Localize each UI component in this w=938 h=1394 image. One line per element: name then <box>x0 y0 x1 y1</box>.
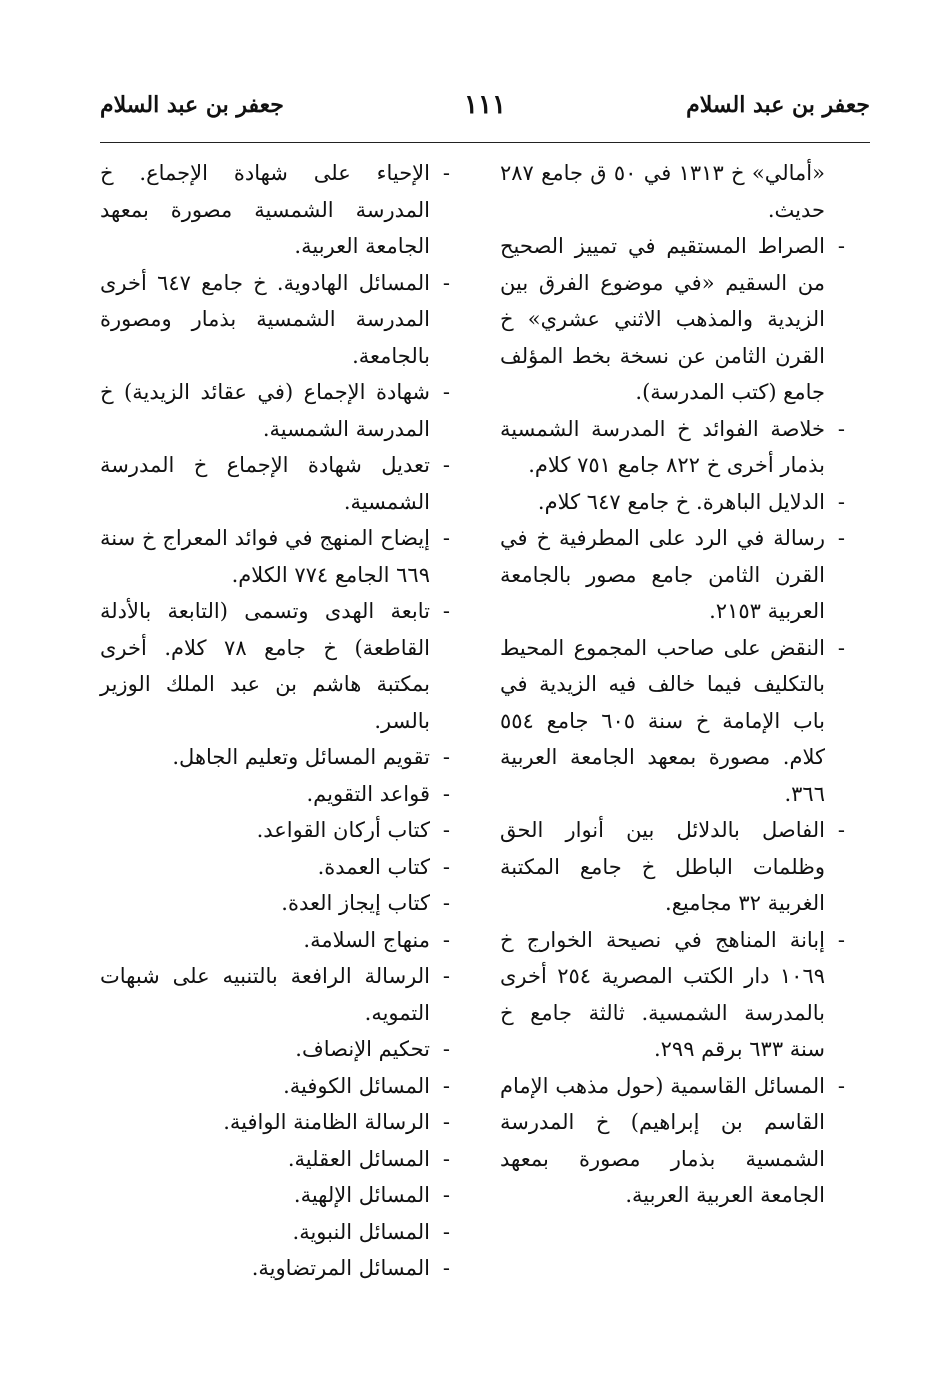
entry-dash: - <box>837 234 845 258</box>
entry-text: النقض على صاحب المجموع المحيط بالتكليف فيما خالف فيه الزيدية في باب الإمامة خ سنة ٦٠٥ جامع ٥٥٤ كلام. مصورة بمعهد الجامعة العربية ٣٦٦. <box>500 635 825 806</box>
list-item <box>100 447 450 520</box>
list-item <box>100 1031 450 1068</box>
entry-text: شهادة الإجماع (في عقائد الزيدية) خ المدرسة الشمسية. <box>100 380 430 441</box>
entry-dash: - <box>442 854 450 879</box>
entry-dash: - <box>837 927 845 952</box>
entry-dash: - <box>442 745 450 769</box>
entry-dash: - <box>442 891 450 915</box>
entry-text: الصراط المستقيم في تمييز الصحيح من السقيم «في موضوع الفرق بين الزيدية والمذهب الاثني عشري» خ القرن الثامن عن نسخة بخط المؤلف جامع (كتب المدرسة). <box>500 234 825 404</box>
entry-dash: - <box>442 927 450 952</box>
list-item <box>100 812 450 849</box>
list-item <box>100 1250 450 1287</box>
entry-text: إيضاح المنهج في فوائد المعراج خ سنة ٦٦٩ الجامع ٧٧٤ الكلام. <box>100 526 430 587</box>
entry-text: المسائل الهادوية. خ جامع ٦٤٧ أخرى المدرسة الشمسية بذمار ومصورة بالجامعة. <box>100 270 430 368</box>
entry-text: المسائل المرتضاوية. <box>251 1256 430 1280</box>
entry-text: الإحياء على شهادة الإجماع. خ المدرسة الشمسية مصورة بمعهد الجامعة العربية. <box>100 161 430 258</box>
entry-text: إبانة المناهج في نصيحة الخوارج خ ١٠٦٩ دار الكتب المصرية ٢٥٤ أخرى بالمدرسة الشمسية. ثالثة جامع خ سنة ٦٣٣ برقم ٢٩٩. <box>500 927 826 1061</box>
entry-text: الرسالة الظامنة الوافية. <box>223 1110 430 1134</box>
entry-text: كتاب أركان القواعد. <box>256 818 430 842</box>
entry-text: الفاصل بالدلائل بين أنوار الحق وظلمات الباطل خ جامع المكتبة الغربية ٣٢ مجاميع. <box>500 818 825 915</box>
list-item <box>500 922 845 1068</box>
entry-dash: - <box>442 1146 450 1171</box>
list-item <box>100 885 450 922</box>
entry-dash: - <box>837 635 845 660</box>
list-item <box>100 1141 450 1178</box>
right-column <box>500 155 845 1214</box>
left-column <box>100 155 450 1287</box>
list-item <box>100 520 450 593</box>
entry-text: تابعة الهدى وتسمى (التابعة بالأدلة القاطعة) خ جامع ٧٨ كلام. أخرى بمكتبة هاشم بن عبد الملك الوزير بالسر. <box>100 599 431 733</box>
entry-dash: - <box>442 270 450 295</box>
entry-dash: - <box>442 599 450 623</box>
entry-dash: - <box>442 1110 450 1134</box>
entry-text: المسائل الكوفية. <box>283 1073 430 1098</box>
page-header <box>100 92 870 132</box>
entry-text: «أمالي» خ ١٣١٣ في ٥٠ ق جامع ٢٨٧ حديث. <box>500 161 825 222</box>
entry-text: تحكيم الإنصاف. <box>295 1037 430 1061</box>
list-item <box>100 958 450 1031</box>
list-item <box>100 374 450 447</box>
list-item <box>500 484 845 521</box>
entry-text: منهاج السلامة. <box>303 927 430 952</box>
entry-dash: - <box>442 453 450 477</box>
entry-text: تقويم المسائل وتعليم الجاهل. <box>172 745 430 769</box>
entry-dash: - <box>442 1219 450 1244</box>
entry-text: تعديل شهادة الإجماع خ المدرسة الشمسية. <box>100 453 430 514</box>
entry-text: كتاب إيجاز العدة. <box>281 891 430 915</box>
entry-text: رسالة في الرد على المطرفية خ في القرن الثامن جامع مصور بالجامعة العربية ٢١٥٣. <box>500 526 825 623</box>
list-item <box>100 593 450 739</box>
list-item <box>500 155 845 228</box>
list-item <box>100 849 450 886</box>
page-number: ١١١ <box>464 90 506 120</box>
list-item <box>500 812 845 922</box>
entry-dash: - <box>442 781 450 806</box>
entry-text: الدلايل الباهرة. خ جامع ٦٤٧ كلام. <box>537 489 825 514</box>
entry-text: المسائل القاسمية (حول مذهب الإمام القاسم بن إبراهيم) خ المدرسة الشمسية بذمار مصورة بمعهد الجامعة العربية العربية. <box>500 1073 825 1207</box>
entry-dash: - <box>837 1073 845 1098</box>
entry-dash: - <box>837 818 845 842</box>
list-item <box>100 1214 450 1251</box>
running-title-right: جعفر بن عبد السلام <box>686 92 870 118</box>
list-item <box>500 520 845 630</box>
entry-text: المسائل العقلية. <box>287 1146 430 1171</box>
entry-text: كتاب العمدة. <box>317 854 430 879</box>
list-item <box>100 155 450 265</box>
list-item <box>100 1177 450 1214</box>
list-item <box>100 922 450 959</box>
list-item <box>100 776 450 813</box>
entry-dash: - <box>442 161 450 185</box>
running-title-left: جعفر بن عبد السلام <box>100 92 284 118</box>
entry-text: خلاصة الفوائد خ المدرسة الشمسية بذمار أخرى خ ٨٢٢ جامع ٧٥١ كلام. <box>500 416 825 477</box>
list-item <box>500 411 845 484</box>
list-item <box>500 1068 845 1214</box>
entry-dash: - <box>442 1183 450 1207</box>
entry-text: المسائل الإلهية. <box>293 1183 430 1207</box>
list-item <box>100 739 450 776</box>
list-item <box>100 265 450 375</box>
entry-dash: - <box>442 1073 450 1098</box>
entry-text: قواعد التقويم. <box>306 781 430 806</box>
entry-dash: - <box>442 380 450 404</box>
entry-text: المسائل النبوية. <box>292 1219 430 1244</box>
list-item <box>100 1068 450 1105</box>
entry-dash: - <box>442 1256 450 1280</box>
list-item <box>100 1104 450 1141</box>
entry-dash: - <box>837 489 845 514</box>
entry-dash: - <box>442 526 450 550</box>
entry-dash: - <box>837 526 845 550</box>
header-rule <box>100 142 870 143</box>
list-item <box>500 630 845 813</box>
list-item <box>500 228 845 411</box>
entry-dash: - <box>442 964 450 988</box>
entry-text: الرسالة الرافعة بالتنبيه على شبهات التمويه. <box>100 964 430 1025</box>
entry-dash: - <box>837 416 845 441</box>
entry-dash: - <box>442 1037 450 1061</box>
entry-dash: - <box>442 818 450 842</box>
